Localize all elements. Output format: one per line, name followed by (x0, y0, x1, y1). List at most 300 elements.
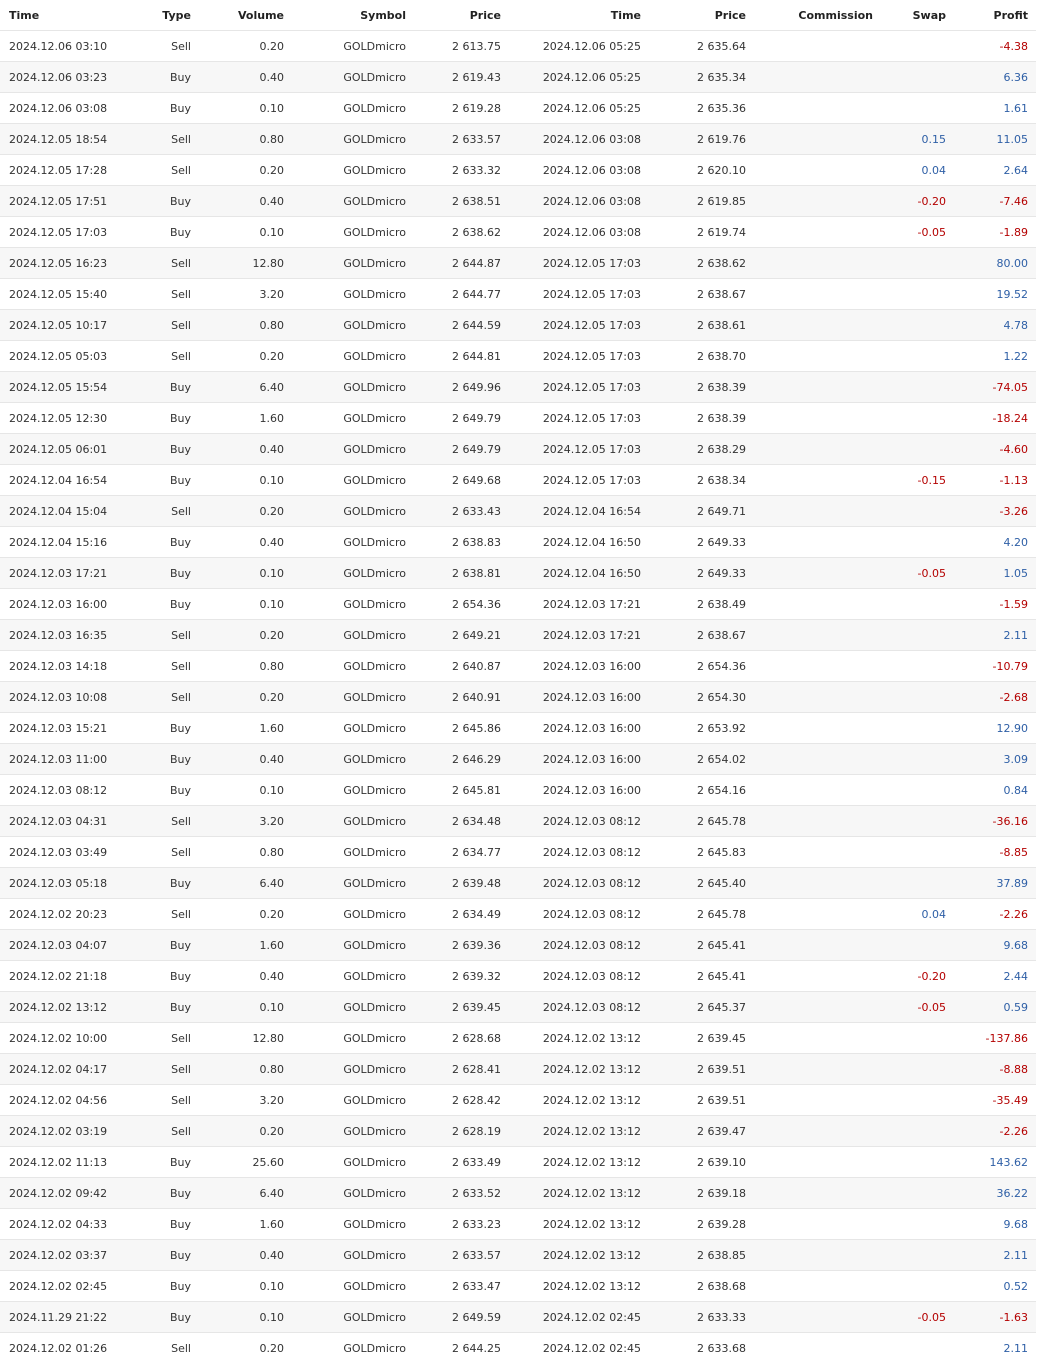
table-row[interactable] (0, 651, 1036, 682)
open-price-cell: 2 633.43 (414, 496, 509, 527)
volume-cell: 1.60 (199, 403, 292, 434)
table-row[interactable] (0, 1147, 1036, 1178)
close-price-cell: 2 638.67 (649, 620, 754, 651)
close-time-cell: 2024.12.03 08:12 (509, 806, 649, 837)
profit-cell: -18.24 (954, 403, 1036, 434)
type-cell: Buy (125, 558, 199, 589)
type-cell: Buy (125, 527, 199, 558)
open-price-cell: 2 649.59 (414, 1302, 509, 1333)
type-cell: Buy (125, 868, 199, 899)
volume-cell: 3.20 (199, 1085, 292, 1116)
close-time-cell: 2024.12.02 13:12 (509, 1178, 649, 1209)
commission-cell (754, 651, 881, 682)
table-row[interactable] (0, 217, 1036, 248)
commission-cell (754, 1333, 881, 1363)
swap-cell (881, 744, 954, 775)
close-price-cell: 2 635.64 (649, 31, 754, 62)
profit-cell: -1.59 (954, 589, 1036, 620)
swap-cell (881, 434, 954, 465)
table-row[interactable] (0, 1271, 1036, 1302)
type-cell: Buy (125, 186, 199, 217)
commission-cell (754, 1178, 881, 1209)
table-row[interactable] (0, 1333, 1036, 1363)
open-time-cell: 2024.12.03 08:12 (0, 775, 125, 806)
table-row[interactable] (0, 620, 1036, 651)
open-price-cell: 2 628.19 (414, 1116, 509, 1147)
open-time-cell: 2024.12.05 17:28 (0, 155, 125, 186)
close-time-cell: 2024.12.05 17:03 (509, 434, 649, 465)
open-price-cell: 2 639.36 (414, 930, 509, 961)
close-price-cell: 2 620.10 (649, 155, 754, 186)
type-cell: Sell (125, 496, 199, 527)
open-price-cell: 2 644.25 (414, 1333, 509, 1363)
commission-cell (754, 589, 881, 620)
volume-cell: 3.20 (199, 279, 292, 310)
open-time-cell: 2024.12.03 15:21 (0, 713, 125, 744)
profit-cell: 1.22 (954, 341, 1036, 372)
table-header-row (0, 0, 1036, 31)
table-row[interactable] (0, 1023, 1036, 1054)
swap-cell: 0.15 (881, 124, 954, 155)
profit-cell: -1.89 (954, 217, 1036, 248)
volume-cell: 0.40 (199, 186, 292, 217)
table-row[interactable] (0, 1240, 1036, 1271)
header-volume[interactable]: Volume (238, 8, 284, 22)
table-row[interactable] (0, 1116, 1036, 1147)
header-type[interactable]: Type (162, 8, 191, 22)
symbol-cell: GOLDmicro (292, 1085, 414, 1116)
swap-cell (881, 651, 954, 682)
close-price-cell: 2 638.61 (649, 310, 754, 341)
swap-cell (881, 1240, 954, 1271)
profit-cell: 2.11 (954, 1240, 1036, 1271)
open-time-cell: 2024.12.02 03:19 (0, 1116, 125, 1147)
header-open-time[interactable]: Time (9, 8, 40, 22)
symbol-cell: GOLDmicro (292, 341, 414, 372)
profit-cell: 9.68 (954, 1209, 1036, 1240)
swap-cell (881, 1085, 954, 1116)
type-cell: Buy (125, 1147, 199, 1178)
symbol-cell: GOLDmicro (292, 961, 414, 992)
commission-cell (754, 527, 881, 558)
profit-cell: 2.64 (954, 155, 1036, 186)
close-price-cell: 2 645.83 (649, 837, 754, 868)
table-row[interactable] (0, 372, 1036, 403)
open-price-cell: 2 613.75 (414, 31, 509, 62)
profit-cell: 12.90 (954, 713, 1036, 744)
close-price-cell: 2 645.41 (649, 930, 754, 961)
volume-cell: 0.40 (199, 744, 292, 775)
open-price-cell: 2 633.23 (414, 1209, 509, 1240)
symbol-cell: GOLDmicro (292, 155, 414, 186)
open-time-cell: 2024.12.05 18:54 (0, 124, 125, 155)
table-row[interactable] (0, 279, 1036, 310)
profit-cell: 1.05 (954, 558, 1036, 589)
volume-cell: 0.40 (199, 1240, 292, 1271)
close-time-cell: 2024.12.05 17:03 (509, 310, 649, 341)
table-row[interactable] (0, 589, 1036, 620)
symbol-cell: GOLDmicro (292, 837, 414, 868)
close-time-cell: 2024.12.03 08:12 (509, 930, 649, 961)
swap-cell (881, 496, 954, 527)
commission-cell (754, 434, 881, 465)
close-price-cell: 2 635.34 (649, 62, 754, 93)
type-cell: Buy (125, 1209, 199, 1240)
close-time-cell: 2024.12.03 16:00 (509, 651, 649, 682)
close-time-cell: 2024.12.03 16:00 (509, 775, 649, 806)
open-price-cell: 2 649.21 (414, 620, 509, 651)
profit-cell: -8.88 (954, 1054, 1036, 1085)
close-price-cell: 2 654.30 (649, 682, 754, 713)
close-price-cell: 2 619.74 (649, 217, 754, 248)
type-cell: Sell (125, 620, 199, 651)
open-price-cell: 2 638.51 (414, 186, 509, 217)
table-row[interactable] (0, 868, 1036, 899)
type-cell: Sell (125, 155, 199, 186)
table-row[interactable] (0, 1085, 1036, 1116)
open-price-cell: 2 639.32 (414, 961, 509, 992)
table-row[interactable] (0, 124, 1036, 155)
table-row[interactable] (0, 248, 1036, 279)
close-price-cell: 2 638.39 (649, 403, 754, 434)
table-row[interactable] (0, 186, 1036, 217)
swap-cell: -0.20 (881, 961, 954, 992)
table-row[interactable] (0, 1302, 1036, 1333)
open-price-cell: 2 628.42 (414, 1085, 509, 1116)
open-price-cell: 2 644.77 (414, 279, 509, 310)
type-cell: Sell (125, 651, 199, 682)
symbol-cell: GOLDmicro (292, 558, 414, 589)
open-price-cell: 2 644.87 (414, 248, 509, 279)
close-price-cell: 2 645.41 (649, 961, 754, 992)
type-cell: Sell (125, 1054, 199, 1085)
commission-cell (754, 899, 881, 930)
close-price-cell: 2 639.45 (649, 1023, 754, 1054)
close-price-cell: 2 619.76 (649, 124, 754, 155)
type-cell: Buy (125, 744, 199, 775)
open-time-cell: 2024.12.06 03:08 (0, 93, 125, 124)
type-cell: Buy (125, 930, 199, 961)
close-time-cell: 2024.12.02 13:12 (509, 1085, 649, 1116)
close-price-cell: 2 639.51 (649, 1085, 754, 1116)
type-cell: Buy (125, 961, 199, 992)
open-price-cell: 2 645.86 (414, 713, 509, 744)
volume-cell: 12.80 (199, 248, 292, 279)
profit-cell: -36.16 (954, 806, 1036, 837)
close-time-cell: 2024.12.06 03:08 (509, 217, 649, 248)
symbol-cell: GOLDmicro (292, 868, 414, 899)
table-row[interactable] (0, 806, 1036, 837)
table-row[interactable] (0, 713, 1036, 744)
swap-cell (881, 310, 954, 341)
type-cell: Sell (125, 310, 199, 341)
header-profit[interactable]: Profit (993, 8, 1028, 22)
profit-cell: 11.05 (954, 124, 1036, 155)
volume-cell: 0.10 (199, 465, 292, 496)
swap-cell (881, 682, 954, 713)
profit-cell: -74.05 (954, 372, 1036, 403)
type-cell: Buy (125, 1240, 199, 1271)
profit-cell: 36.22 (954, 1178, 1036, 1209)
table-row[interactable] (0, 558, 1036, 589)
open-price-cell: 2 633.32 (414, 155, 509, 186)
volume-cell: 0.80 (199, 837, 292, 868)
commission-cell (754, 744, 881, 775)
open-time-cell: 2024.12.03 04:07 (0, 930, 125, 961)
volume-cell: 0.20 (199, 155, 292, 186)
open-price-cell: 2 640.87 (414, 651, 509, 682)
close-time-cell: 2024.12.03 16:00 (509, 682, 649, 713)
open-price-cell: 2 649.79 (414, 403, 509, 434)
open-price-cell: 2 633.49 (414, 1147, 509, 1178)
close-time-cell: 2024.12.05 17:03 (509, 465, 649, 496)
profit-cell: -35.49 (954, 1085, 1036, 1116)
swap-cell (881, 620, 954, 651)
volume-cell: 0.10 (199, 217, 292, 248)
commission-cell (754, 372, 881, 403)
close-price-cell: 2 649.33 (649, 558, 754, 589)
profit-cell: 19.52 (954, 279, 1036, 310)
type-cell: Buy (125, 465, 199, 496)
volume-cell: 0.40 (199, 62, 292, 93)
open-price-cell: 2 634.77 (414, 837, 509, 868)
type-cell: Sell (125, 248, 199, 279)
close-time-cell: 2024.12.05 17:03 (509, 279, 649, 310)
volume-cell: 12.80 (199, 1023, 292, 1054)
type-cell: Buy (125, 1271, 199, 1302)
volume-cell: 0.40 (199, 434, 292, 465)
profit-cell: -10.79 (954, 651, 1036, 682)
close-price-cell: 2 638.49 (649, 589, 754, 620)
close-price-cell: 2 645.40 (649, 868, 754, 899)
type-cell: Buy (125, 589, 199, 620)
profit-cell: 80.00 (954, 248, 1036, 279)
open-price-cell: 2 649.79 (414, 434, 509, 465)
profit-cell: 2.11 (954, 1333, 1036, 1363)
open-price-cell: 2 639.45 (414, 992, 509, 1023)
open-price-cell: 2 639.48 (414, 868, 509, 899)
close-price-cell: 2 638.68 (649, 1271, 754, 1302)
table-row[interactable] (0, 1178, 1036, 1209)
close-price-cell: 2 653.92 (649, 713, 754, 744)
table-row[interactable] (0, 775, 1036, 806)
commission-cell (754, 341, 881, 372)
close-time-cell: 2024.12.06 05:25 (509, 62, 649, 93)
table-row[interactable] (0, 155, 1036, 186)
type-cell: Buy (125, 1178, 199, 1209)
close-time-cell: 2024.12.03 17:21 (509, 589, 649, 620)
close-price-cell: 2 639.28 (649, 1209, 754, 1240)
header-open-price[interactable]: Price (469, 8, 501, 22)
symbol-cell: GOLDmicro (292, 744, 414, 775)
table-row[interactable] (0, 930, 1036, 961)
header-close-price[interactable]: Price (714, 8, 746, 22)
open-time-cell: 2024.12.03 04:31 (0, 806, 125, 837)
symbol-cell: GOLDmicro (292, 589, 414, 620)
open-time-cell: 2024.12.02 04:17 (0, 1054, 125, 1085)
volume-cell: 0.10 (199, 558, 292, 589)
open-time-cell: 2024.12.03 14:18 (0, 651, 125, 682)
symbol-cell: GOLDmicro (292, 930, 414, 961)
profit-cell: 4.20 (954, 527, 1036, 558)
symbol-cell: GOLDmicro (292, 651, 414, 682)
volume-cell: 1.60 (199, 713, 292, 744)
open-time-cell: 2024.12.05 17:03 (0, 217, 125, 248)
commission-cell (754, 465, 881, 496)
symbol-cell: GOLDmicro (292, 1023, 414, 1054)
commission-cell (754, 403, 881, 434)
symbol-cell: GOLDmicro (292, 186, 414, 217)
table-row[interactable] (0, 992, 1036, 1023)
symbol-cell: GOLDmicro (292, 248, 414, 279)
volume-cell: 0.10 (199, 992, 292, 1023)
open-price-cell: 2 628.68 (414, 1023, 509, 1054)
table-row[interactable] (0, 744, 1036, 775)
swap-cell (881, 527, 954, 558)
volume-cell: 0.10 (199, 589, 292, 620)
volume-cell: 1.60 (199, 930, 292, 961)
table-row[interactable] (0, 496, 1036, 527)
profit-cell: -4.60 (954, 434, 1036, 465)
header-swap[interactable]: Swap (912, 8, 946, 22)
open-price-cell: 2 633.52 (414, 1178, 509, 1209)
header-commission[interactable]: Commission (798, 8, 873, 22)
commission-cell (754, 31, 881, 62)
table-row[interactable] (0, 1209, 1036, 1240)
close-price-cell: 2 649.71 (649, 496, 754, 527)
profit-cell: 9.68 (954, 930, 1036, 961)
table-row[interactable] (0, 899, 1036, 930)
symbol-cell: GOLDmicro (292, 279, 414, 310)
table-row[interactable] (0, 465, 1036, 496)
commission-cell (754, 186, 881, 217)
symbol-cell: GOLDmicro (292, 62, 414, 93)
commission-cell (754, 496, 881, 527)
commission-cell (754, 1116, 881, 1147)
type-cell: Sell (125, 1023, 199, 1054)
table-row[interactable] (0, 837, 1036, 868)
commission-cell (754, 930, 881, 961)
open-price-cell: 2 633.57 (414, 1240, 509, 1271)
swap-cell: -0.15 (881, 465, 954, 496)
type-cell: Buy (125, 1302, 199, 1333)
symbol-cell: GOLDmicro (292, 1054, 414, 1085)
swap-cell (881, 775, 954, 806)
close-time-cell: 2024.12.05 17:03 (509, 341, 649, 372)
close-time-cell: 2024.12.04 16:54 (509, 496, 649, 527)
symbol-cell: GOLDmicro (292, 496, 414, 527)
open-price-cell: 2 634.49 (414, 899, 509, 930)
header-symbol[interactable]: Symbol (360, 8, 406, 22)
swap-cell (881, 806, 954, 837)
profit-cell: 2.44 (954, 961, 1036, 992)
commission-cell (754, 961, 881, 992)
type-cell: Buy (125, 992, 199, 1023)
volume-cell: 0.20 (199, 899, 292, 930)
open-time-cell: 2024.12.05 06:01 (0, 434, 125, 465)
type-cell: Sell (125, 341, 199, 372)
commission-cell (754, 992, 881, 1023)
profit-cell: -1.13 (954, 465, 1036, 496)
table-row[interactable] (0, 682, 1036, 713)
volume-cell: 0.40 (199, 527, 292, 558)
open-time-cell: 2024.12.02 02:45 (0, 1271, 125, 1302)
table-row[interactable] (0, 31, 1036, 62)
close-time-cell: 2024.12.02 13:12 (509, 1209, 649, 1240)
swap-cell: -0.05 (881, 558, 954, 589)
close-price-cell: 2 649.33 (649, 527, 754, 558)
type-cell: Sell (125, 806, 199, 837)
swap-cell: -0.20 (881, 186, 954, 217)
close-price-cell: 2 638.39 (649, 372, 754, 403)
open-time-cell: 2024.12.04 16:54 (0, 465, 125, 496)
table-row[interactable] (0, 403, 1036, 434)
open-time-cell: 2024.12.02 04:33 (0, 1209, 125, 1240)
open-time-cell: 2024.12.05 12:30 (0, 403, 125, 434)
symbol-cell: GOLDmicro (292, 465, 414, 496)
close-time-cell: 2024.12.06 03:08 (509, 155, 649, 186)
table-row[interactable] (0, 341, 1036, 372)
open-time-cell: 2024.12.04 15:16 (0, 527, 125, 558)
swap-cell (881, 403, 954, 434)
table-row[interactable] (0, 961, 1036, 992)
swap-cell (881, 1023, 954, 1054)
close-price-cell: 2 645.78 (649, 806, 754, 837)
symbol-cell: GOLDmicro (292, 1333, 414, 1363)
swap-cell (881, 713, 954, 744)
close-time-cell: 2024.12.05 17:03 (509, 372, 649, 403)
open-price-cell: 2 645.81 (414, 775, 509, 806)
table-row[interactable] (0, 310, 1036, 341)
table-row[interactable] (0, 527, 1036, 558)
symbol-cell: GOLDmicro (292, 775, 414, 806)
profit-cell: 0.59 (954, 992, 1036, 1023)
commission-cell (754, 155, 881, 186)
close-price-cell: 2 654.02 (649, 744, 754, 775)
header-close-time[interactable]: Time (610, 8, 641, 22)
volume-cell: 0.20 (199, 496, 292, 527)
table-row[interactable] (0, 93, 1036, 124)
close-time-cell: 2024.12.03 08:12 (509, 899, 649, 930)
swap-cell (881, 1147, 954, 1178)
type-cell: Sell (125, 837, 199, 868)
open-time-cell: 2024.12.03 16:35 (0, 620, 125, 651)
commission-cell (754, 217, 881, 248)
type-cell: Buy (125, 434, 199, 465)
close-time-cell: 2024.12.03 08:12 (509, 992, 649, 1023)
commission-cell (754, 1147, 881, 1178)
open-time-cell: 2024.12.03 11:00 (0, 744, 125, 775)
open-time-cell: 2024.12.05 15:40 (0, 279, 125, 310)
open-price-cell: 2 633.57 (414, 124, 509, 155)
table-row[interactable] (0, 62, 1036, 93)
open-price-cell: 2 638.81 (414, 558, 509, 589)
symbol-cell: GOLDmicro (292, 620, 414, 651)
profit-cell: 143.62 (954, 1147, 1036, 1178)
symbol-cell: GOLDmicro (292, 899, 414, 930)
symbol-cell: GOLDmicro (292, 124, 414, 155)
type-cell: Buy (125, 713, 199, 744)
close-price-cell: 2 633.33 (649, 1302, 754, 1333)
close-time-cell: 2024.12.04 16:50 (509, 558, 649, 589)
commission-cell (754, 279, 881, 310)
open-time-cell: 2024.12.02 10:00 (0, 1023, 125, 1054)
table-row[interactable] (0, 1054, 1036, 1085)
open-price-cell: 2 638.62 (414, 217, 509, 248)
symbol-cell: GOLDmicro (292, 992, 414, 1023)
close-price-cell: 2 638.62 (649, 248, 754, 279)
table-row[interactable] (0, 434, 1036, 465)
